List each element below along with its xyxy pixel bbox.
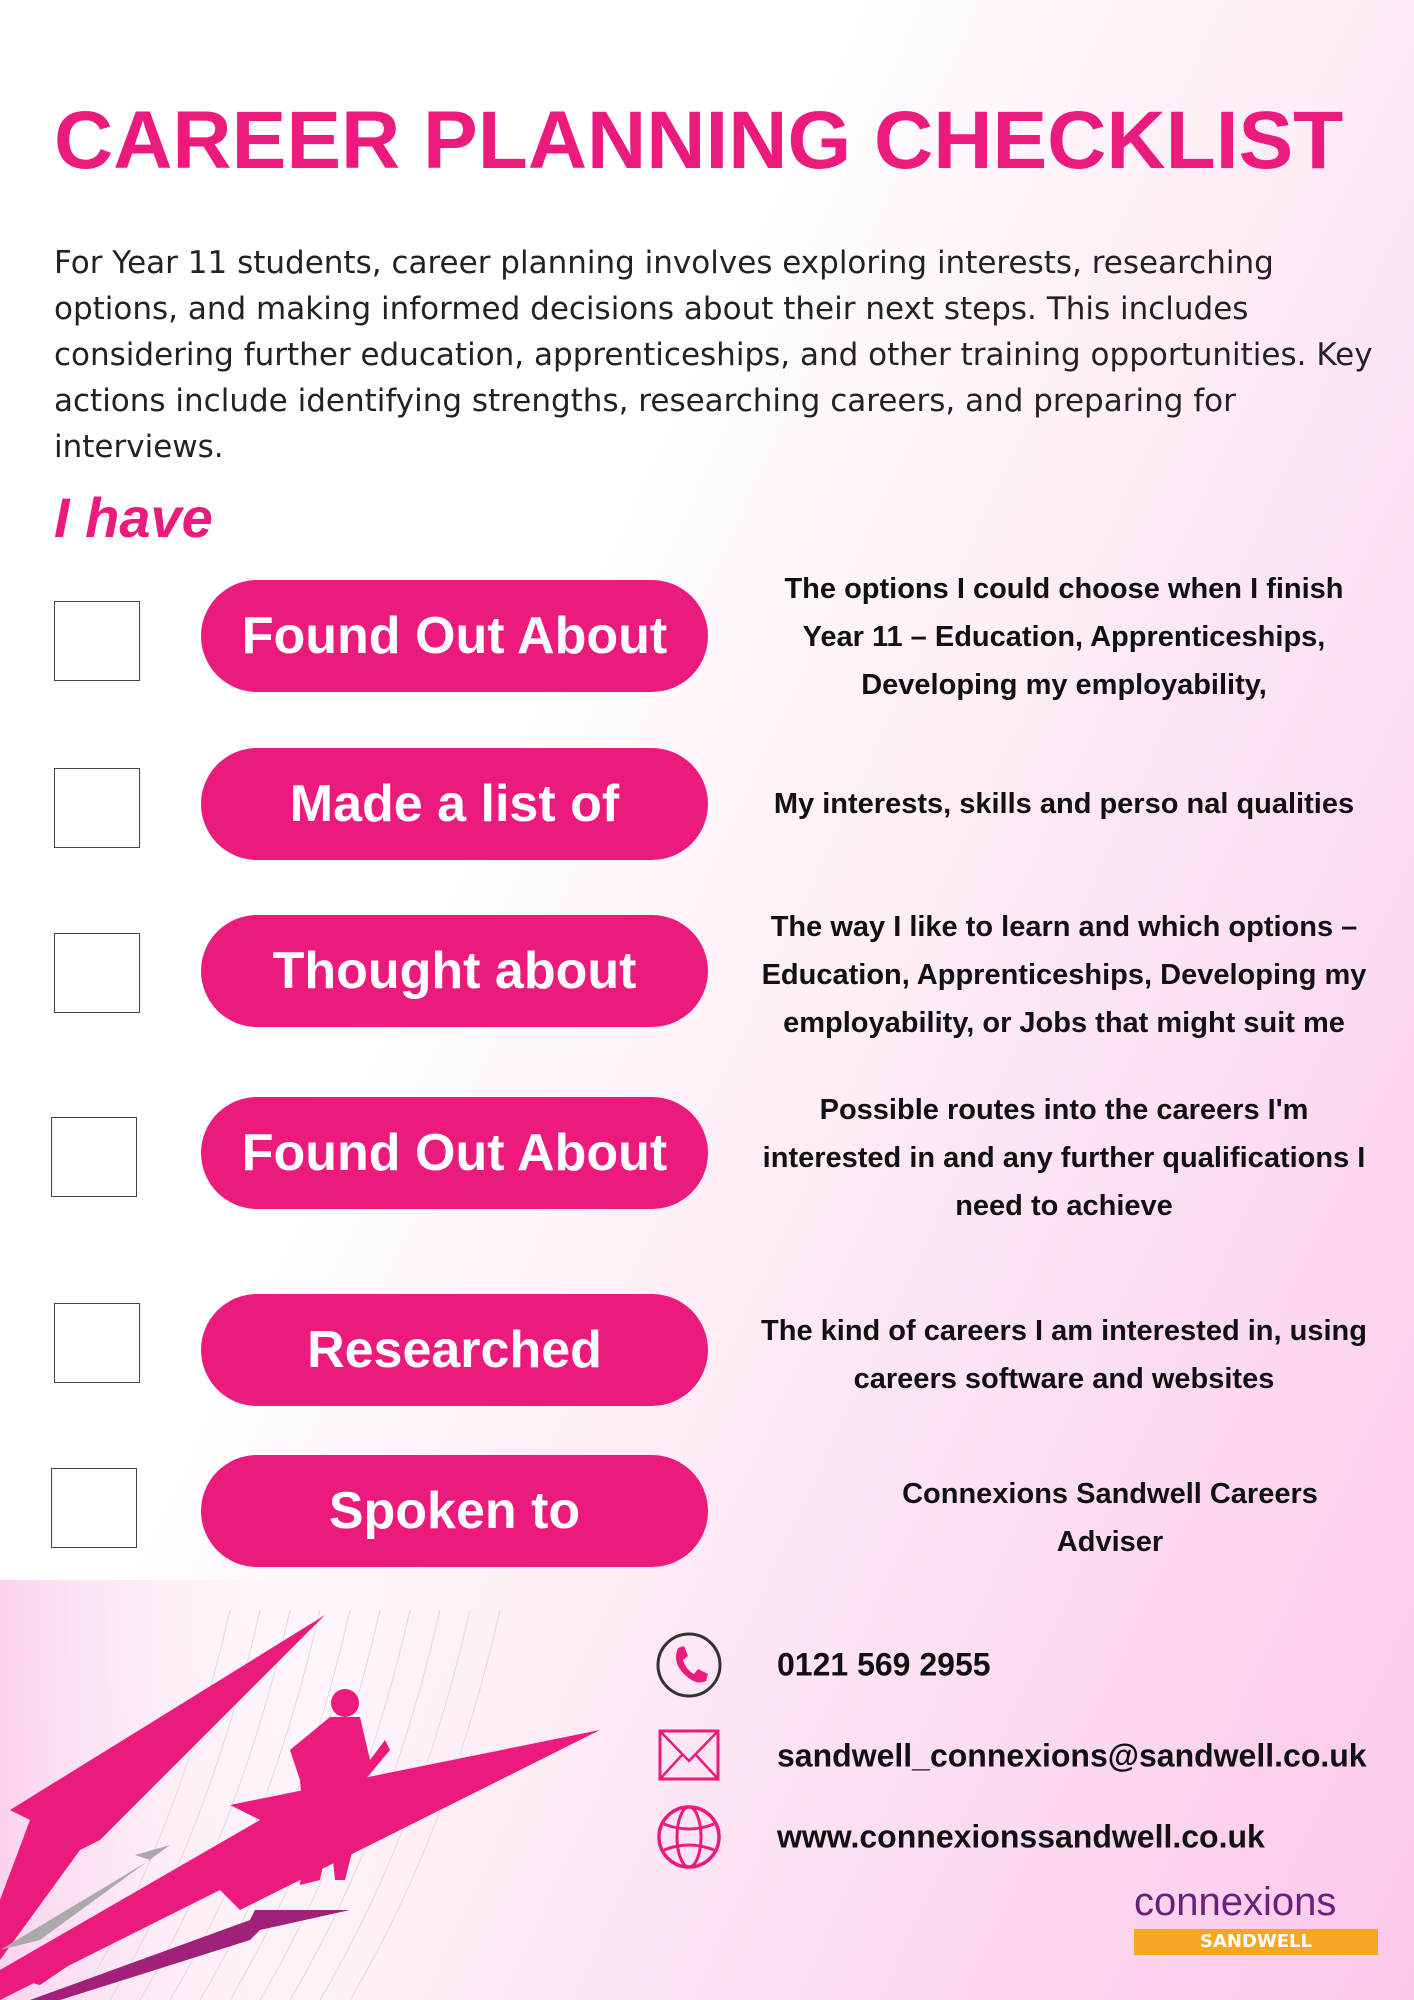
item-label: Thought about [272,942,637,1000]
page-title: CAREER PLANNING CHECKLIST [54,95,1344,186]
logo-wordmark: connexions [1134,1880,1337,1924]
checkbox-4[interactable] [51,1117,137,1197]
logo-sandwell-bar: SANDWELL [1134,1929,1378,1955]
item-label-pill [201,915,708,1027]
email-icon[interactable] [656,1723,722,1789]
item-description: The kind of careers I am interested in, using careers software and websites [761,1315,1367,1395]
item-label-pill [201,1455,708,1567]
email-link[interactable]: sandwell_connexions@sandwell.co.uk [777,1737,1367,1774]
item-description: The options I could choose when I finish Year 11 – Education, Apprenticeships, Developing my employability, [784,573,1344,701]
item-label: Researched [307,1321,602,1379]
checkbox-1[interactable] [54,601,140,681]
intro-paragraph: For Year 11 students, career planning involves exploring interests, researching options, and making informed decisions about their next steps. This includes considering further education, apprenticeships, and other training opportunities. Key actions include identifying strengths, researching careers, and preparing for interviews. [54,245,1373,465]
item-label-pill [201,580,708,692]
globe-icon[interactable] [656,1804,722,1870]
website-link[interactable]: www.connexionssandwell.co.uk [777,1818,1265,1855]
item-description: Possible routes into the careers I'm interested in and any further qualifications I need to achieve [762,1094,1366,1222]
item-description: My interests, skills and perso nal qualities [773,788,1355,820]
item-label-pill [201,1097,708,1209]
item-label: Made a list of [289,775,620,833]
item-label: Found Out About [241,607,668,665]
phone-number[interactable]: 0121 569 2955 [777,1646,991,1683]
connexions-logo [1134,1880,1384,1955]
checkbox-2[interactable] [54,768,140,848]
item-label: Found Out About [241,1124,668,1182]
checkbox-3[interactable] [54,933,140,1013]
checkbox-5[interactable] [54,1303,140,1383]
subheading: I have [54,486,213,549]
item-description: The way I like to learn and which options – Education, Apprenticeships, Developing my employability, or Jobs that might suit me [761,911,1367,1039]
career-arrows-illustration [0,1580,620,2000]
item-label-pill [201,1294,708,1406]
item-label-pill [201,748,708,860]
item-label: Spoken to [328,1482,581,1540]
phone-icon[interactable] [656,1632,722,1698]
item-description: Connexions Sandwell Careers Adviser [902,1478,1318,1558]
checkbox-6[interactable] [51,1468,137,1548]
